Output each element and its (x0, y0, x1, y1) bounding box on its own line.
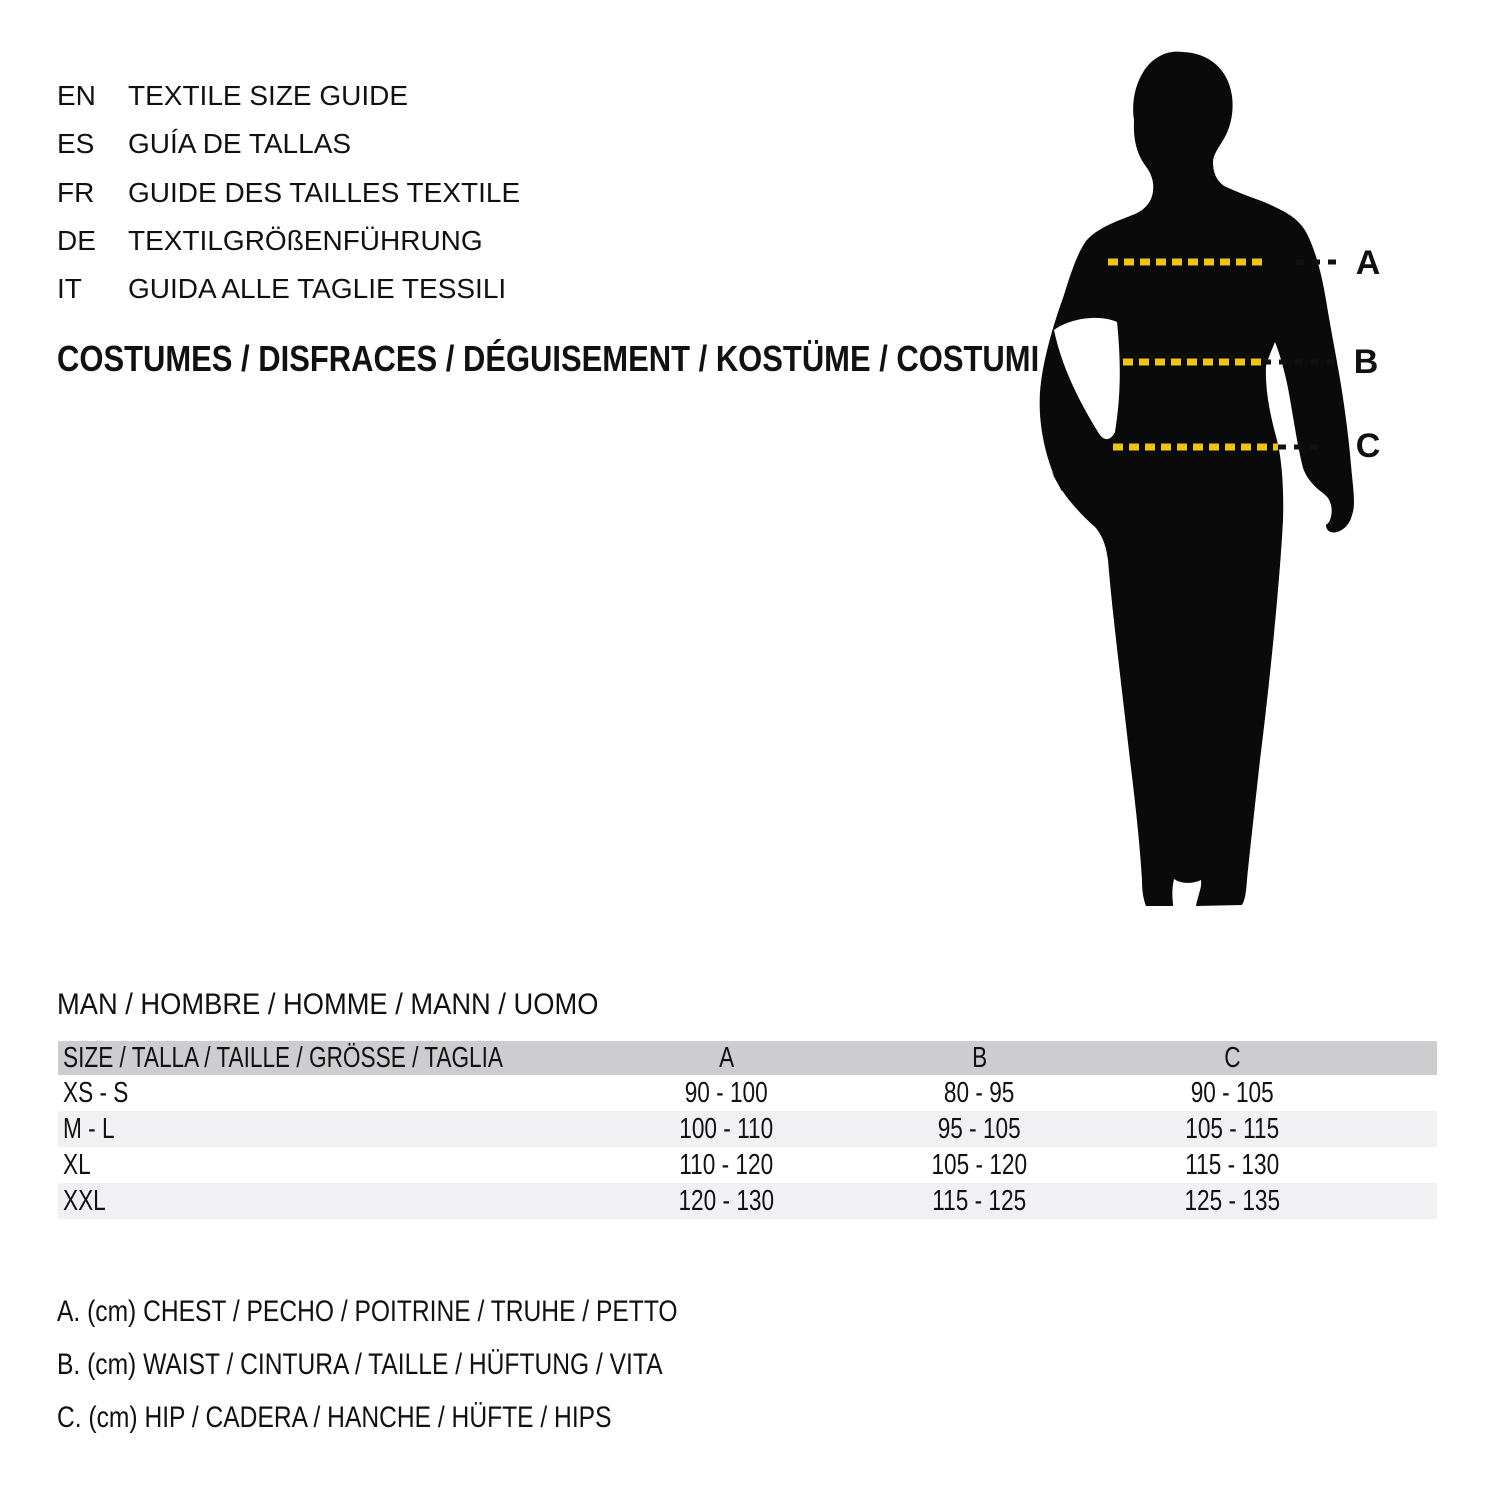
table-row-xxl (58, 1183, 1437, 1219)
language-code: ES (57, 128, 95, 160)
section-title (57, 990, 652, 1020)
chest-cell: 100 - 110 (679, 1112, 774, 1145)
language-code: FR (57, 176, 95, 208)
language-code: DE (57, 224, 96, 256)
hip-cell: 125 - 135 (1184, 1184, 1281, 1217)
size-cell: XL (63, 1148, 91, 1181)
language-label: GUIDA ALLE TAGLIE TESSILI (128, 273, 507, 305)
header-col-a: A (718, 1041, 735, 1074)
language-label: GUIDE DES TAILLES TEXTILE (128, 176, 521, 208)
size-cell: M - L (63, 1112, 115, 1145)
measurement-legend (57, 1285, 814, 1444)
hip-cell: 105 - 115 (1185, 1112, 1280, 1145)
man-silhouette-figure (1000, 40, 1400, 920)
legend-row-chest: A. (cm) CHEST / PECHO / POITRINE / TRUHE / PETTO (57, 1295, 678, 1328)
size-cell: XS - S (63, 1076, 129, 1109)
header-col-b: B (971, 1041, 988, 1074)
hip-cell: 115 - 130 (1185, 1148, 1280, 1181)
size-cell: XXL (63, 1184, 106, 1217)
legend-row-waist: B. (cm) WAIST / CINTURA / TAILLE / HÜFTUNG / VITA (57, 1348, 663, 1381)
size-figure (1000, 40, 1400, 920)
man-silhouette-shape (1040, 52, 1354, 906)
waist-cell: 105 - 120 (931, 1148, 1028, 1181)
chest-cell: 90 - 100 (684, 1076, 768, 1109)
language-row-fr (57, 169, 520, 217)
section-title-text: MAN / HOMBRE / HOMME / MANN / UOMO (57, 988, 599, 1021)
language-guide-list (57, 72, 520, 313)
table-row-xl (58, 1147, 1437, 1183)
waist-cell: 115 - 125 (932, 1184, 1027, 1217)
language-label: TEXTILE SIZE GUIDE (128, 80, 409, 111)
language-row-en (57, 72, 520, 120)
language-label: GUÍA DE TALLAS (128, 128, 352, 160)
measure-label-b: B (1353, 343, 1379, 381)
measure-label-a: A (1355, 244, 1381, 282)
size-table-header-row (58, 1041, 1437, 1075)
legend-row-hip: C. (cm) HIP / CADERA / HANCHE / HÜFTE / HIPS (57, 1401, 612, 1434)
chest-cell: 120 - 130 (678, 1184, 775, 1217)
category-title-text: COSTUMES / DISFRACES / DÉGUISEMENT / KOSTÜME / COSTUMI (57, 338, 1040, 379)
language-row-es (57, 120, 520, 168)
waist-cell: 95 - 105 (937, 1112, 1021, 1145)
measure-label-c: C (1355, 427, 1381, 465)
size-table (58, 1041, 1437, 1219)
language-label: TEXTILGRÖßENFÜHRUNG (128, 224, 483, 256)
header-size-column: SIZE / TALLA / TAILLE / GRÖSSE / TAGLIA (63, 1041, 504, 1074)
language-row-de (57, 217, 520, 265)
language-row-it (57, 265, 520, 313)
waist-cell: 80 - 95 (944, 1076, 1015, 1109)
language-code: IT (57, 273, 82, 305)
table-row-xs-s (58, 1075, 1437, 1111)
hip-cell: 90 - 105 (1190, 1076, 1274, 1109)
chest-cell: 110 - 120 (679, 1148, 774, 1181)
language-code: EN (57, 80, 96, 111)
header-col-c: C (1224, 1041, 1241, 1074)
table-row-m-l (58, 1111, 1437, 1147)
